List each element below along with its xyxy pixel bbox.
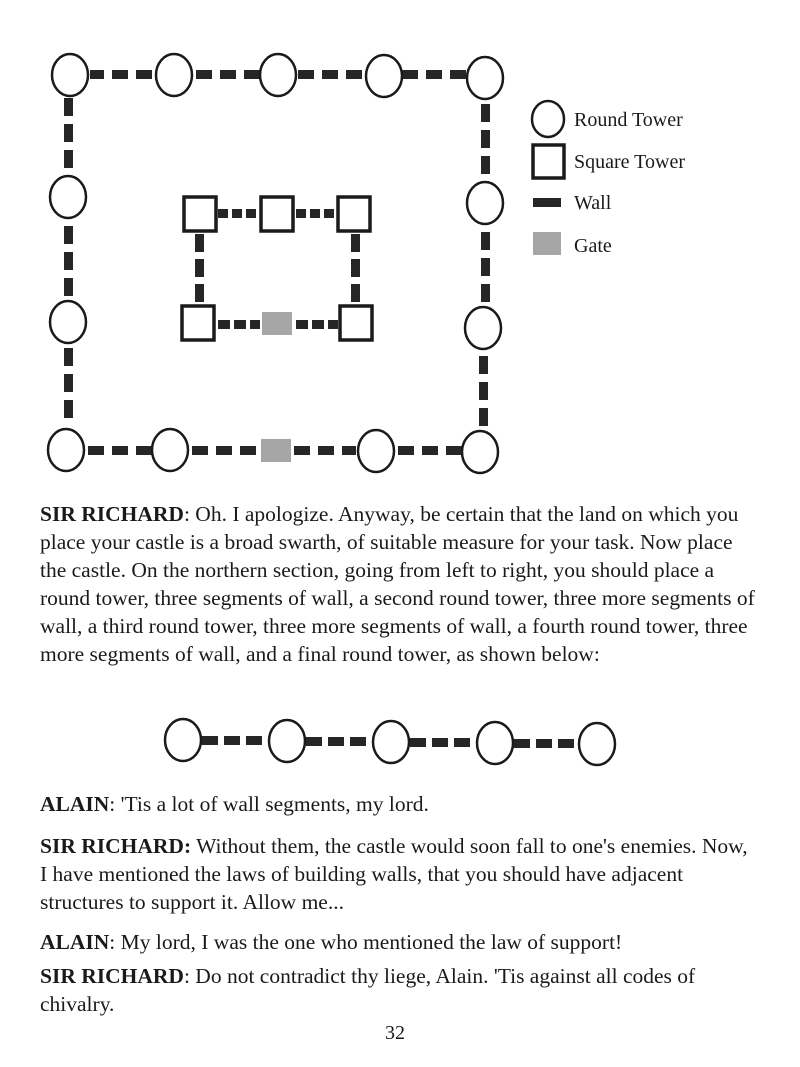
round-tower	[467, 57, 503, 99]
dialogue-text: : My lord, I was the one who mentioned the law of support!	[109, 930, 623, 954]
legend-symbols	[532, 101, 564, 255]
wall-segment	[218, 209, 228, 218]
speaker-name: ALAIN	[40, 930, 110, 954]
wall-segment	[481, 130, 490, 148]
outer-round-towers	[48, 54, 503, 473]
wall-segment	[90, 70, 104, 79]
square-tower	[340, 306, 372, 340]
wall-segment	[64, 252, 73, 270]
square-tower-icon	[533, 145, 564, 178]
wall-segment	[446, 446, 462, 455]
wall-segment	[246, 209, 256, 218]
legend-label: Wall	[574, 191, 612, 214]
dialogue-text: : Oh. I apologize. Anyway, be certain that the land on which you place your castle is a broad swarth, of suitable measure for your task. Now place the castle. On the northern section, going from left to right, you should place a round tower, three segments of wall, a second round tower, three more segments of wall, a third round tower, three more segments of wall, a fourth round tower, three more segments of wall, and a final round tower, as shown below:	[40, 502, 755, 666]
round-tower	[152, 429, 188, 471]
dialogue-paragraph	[40, 962, 760, 1018]
outer-gate	[261, 439, 291, 462]
wall-segment	[136, 446, 152, 455]
wall-segment	[220, 70, 236, 79]
dialogue-text: Without them, the castle would soon fall to one's enemies. Now, I have mentioned the laws of building walls, that you should have adjacent structures to support it. Allow me...	[40, 834, 748, 914]
round-tower	[50, 301, 86, 343]
speaker-name: SIR RICHARD	[40, 502, 184, 526]
round-tower	[373, 721, 409, 763]
dialogue-paragraph	[40, 500, 760, 668]
wall-segment	[64, 400, 73, 418]
round-tower-icon	[532, 101, 564, 137]
square-tower	[184, 197, 216, 231]
wall-segment	[298, 70, 314, 79]
speaker-name: SIR RICHARD:	[40, 834, 192, 858]
wall-segment	[64, 98, 73, 116]
wall-segment	[481, 156, 490, 174]
wall-segment	[136, 70, 152, 79]
round-tower	[366, 55, 402, 97]
round-tower	[260, 54, 296, 96]
wall-segment	[536, 739, 552, 748]
wall-segment	[64, 150, 73, 168]
wall-segment	[232, 209, 242, 218]
round-tower	[165, 719, 201, 761]
wall-segment	[351, 234, 360, 252]
wall-segment	[481, 258, 490, 276]
round-tower	[477, 722, 513, 764]
wall-segment	[432, 738, 448, 747]
wall-segment	[318, 446, 334, 455]
page-number: 32	[385, 1022, 405, 1044]
wall-segment	[64, 278, 73, 296]
wall-segment	[64, 374, 73, 392]
speaker-name: SIR RICHARD	[40, 964, 184, 988]
wall-segment	[240, 446, 256, 455]
square-tower	[182, 306, 214, 340]
wall-segment	[342, 446, 356, 455]
wall-segment	[64, 226, 73, 244]
wall-icon	[533, 198, 561, 207]
wall-segment	[426, 70, 442, 79]
wall-segment	[195, 234, 204, 252]
wall-segment	[346, 70, 362, 79]
wall-segment	[514, 739, 530, 748]
wall-segment	[324, 209, 334, 218]
round-tower	[358, 430, 394, 472]
outer-castle	[64, 70, 490, 455]
north-section-diagram	[165, 719, 615, 765]
wall-segment	[196, 70, 212, 79]
wall-segment	[422, 446, 438, 455]
wall-segment	[244, 70, 260, 79]
wall-segment	[64, 124, 73, 142]
round-tower	[579, 723, 615, 765]
round-tower	[269, 720, 305, 762]
wall-segment	[306, 737, 322, 746]
dialogue-paragraph	[40, 790, 760, 818]
wall-segment	[350, 737, 366, 746]
wall-segment	[192, 446, 208, 455]
wall-segment	[112, 446, 128, 455]
round-tower	[465, 307, 501, 349]
wall-segment	[88, 446, 104, 455]
dialogue-text: : Do not contradict thy liege, Alain. 'Tis against all codes of chivalry.	[40, 964, 696, 1016]
wall-segment	[312, 320, 324, 329]
wall-segment	[328, 320, 338, 329]
gate-icon	[533, 232, 561, 255]
wall-segment	[328, 737, 344, 746]
round-tower	[156, 54, 192, 96]
dialogue-paragraph	[40, 832, 760, 916]
legend-label: Gate	[574, 234, 612, 257]
wall-segment	[64, 348, 73, 366]
round-tower	[48, 429, 84, 471]
wall-segment	[450, 70, 466, 79]
wall-segment	[558, 739, 574, 748]
wall-segment	[479, 382, 488, 400]
round-tower	[467, 182, 503, 224]
square-tower	[338, 197, 370, 231]
wall-segment	[481, 232, 490, 250]
wall-segment	[398, 446, 414, 455]
wall-segment	[454, 738, 470, 747]
wall-segment	[195, 259, 204, 277]
speaker-name: ALAIN	[40, 792, 110, 816]
wall-segment	[294, 446, 310, 455]
dialogue-paragraph	[40, 928, 760, 956]
wall-segment	[246, 736, 262, 745]
round-tower	[50, 176, 86, 218]
wall-segment	[481, 284, 490, 302]
inner-gate	[262, 312, 292, 335]
wall-segment	[216, 446, 232, 455]
wall-segment	[234, 320, 246, 329]
wall-segment	[402, 70, 418, 79]
wall-segment	[250, 320, 260, 329]
wall-segment	[351, 284, 360, 302]
wall-segment	[112, 70, 128, 79]
wall-segment	[479, 408, 488, 426]
wall-segment	[218, 320, 230, 329]
dialogue-text: : 'Tis a lot of wall segments, my lord.	[109, 792, 429, 816]
wall-segment	[296, 209, 306, 218]
wall-segment	[481, 104, 490, 122]
wall-segment	[224, 736, 240, 745]
wall-segment	[410, 738, 426, 747]
wall-segment	[296, 320, 308, 329]
legend-label: Round Tower	[574, 108, 683, 131]
square-tower	[261, 197, 293, 231]
wall-segment	[322, 70, 338, 79]
wall-segment	[195, 284, 204, 302]
wall-segment	[479, 356, 488, 374]
wall-segment	[351, 259, 360, 277]
wall-segment	[310, 209, 320, 218]
legend-label: Square Tower	[574, 150, 685, 173]
round-tower	[462, 431, 498, 473]
round-tower	[52, 54, 88, 96]
wall-segment	[202, 736, 218, 745]
